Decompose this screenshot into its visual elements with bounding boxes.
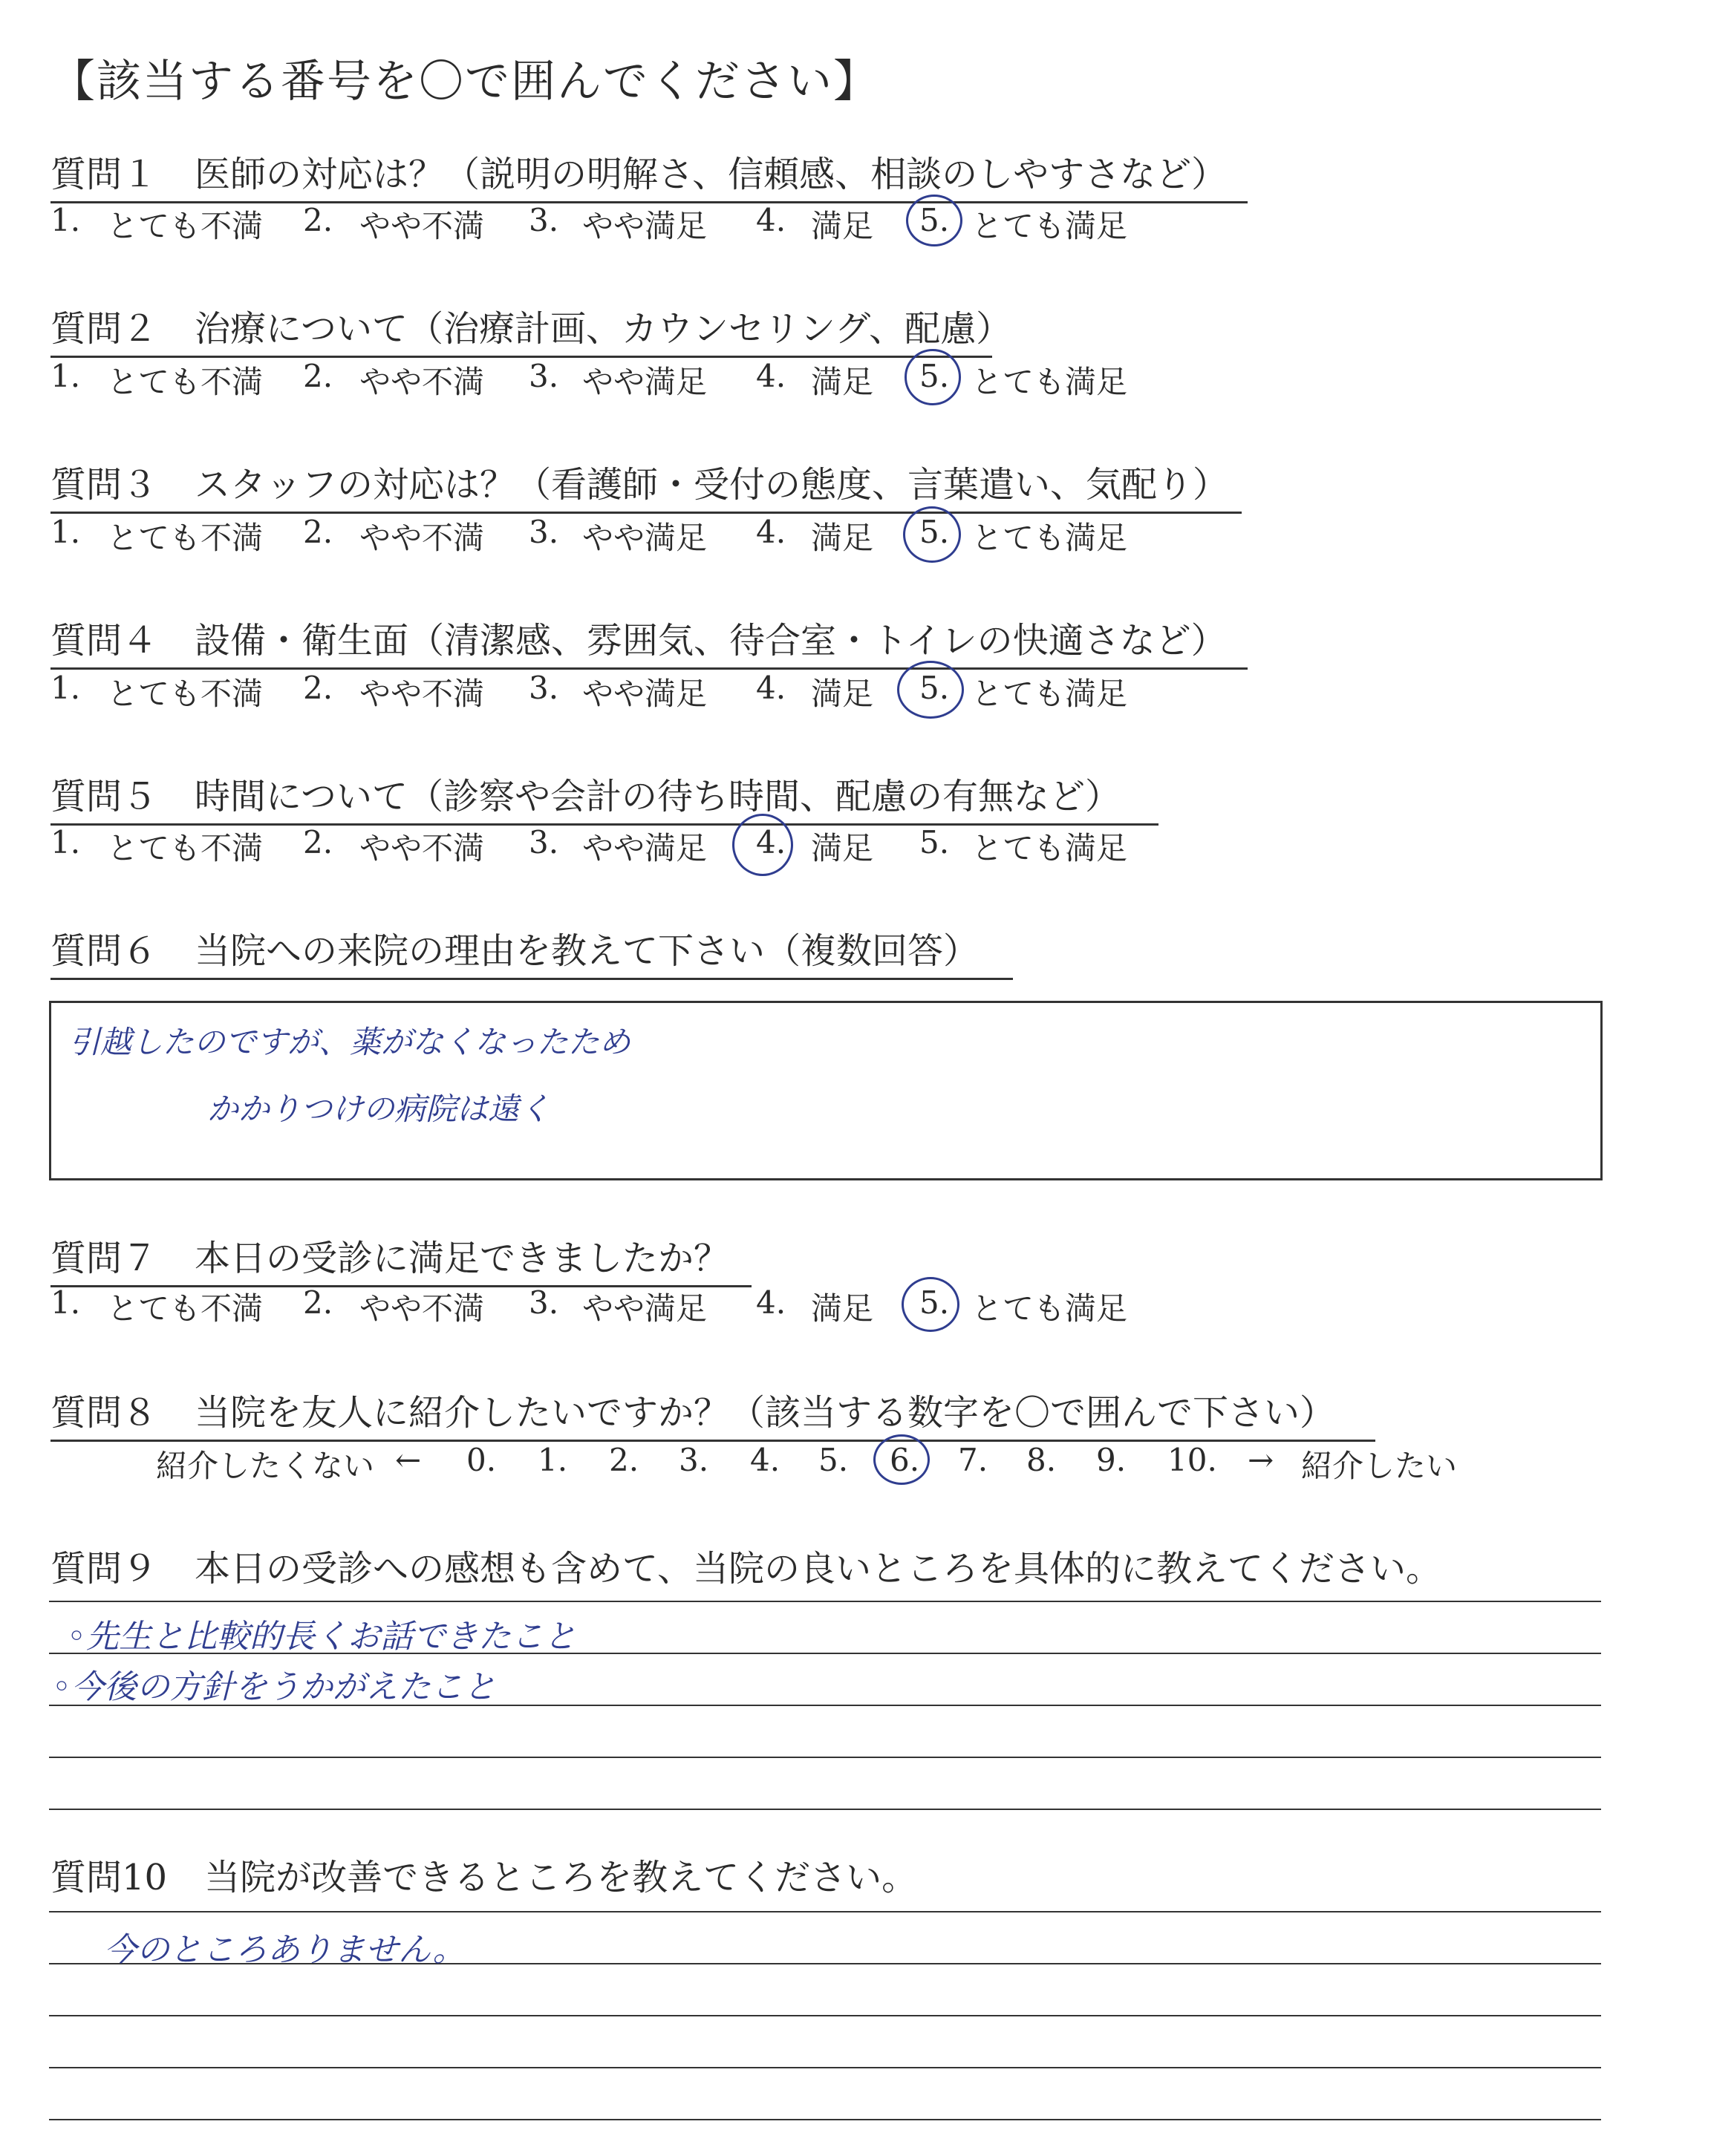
option-number: 2. [303, 514, 333, 550]
question-3-heading [50, 456, 1242, 514]
question-number: 質問３ [50, 464, 158, 506]
question-number: 質問１ [50, 154, 158, 195]
scale-value: 0. [466, 1442, 497, 1478]
scale-right-label: 紹介したい [1301, 1448, 1458, 1484]
selected-circle-mark [732, 814, 793, 876]
scale-value: 5. [818, 1442, 849, 1478]
question-number: 質問４ [50, 620, 158, 662]
option-number: 5. [919, 202, 950, 238]
question-number: 質問９ [50, 1548, 158, 1590]
option-number: 4. [756, 824, 786, 860]
question-5-heading [50, 768, 1158, 826]
handwritten-answer-line-1: 引越したのですが、薬がなくなったため [69, 1024, 631, 1060]
option-label: 満足 [811, 520, 874, 556]
option-label: とても不満 [107, 364, 264, 400]
option-label: とても不満 [107, 676, 264, 712]
option-label: とても満足 [971, 364, 1128, 400]
question-7-heading [50, 1229, 752, 1287]
page-title: 【該当する番号を〇で囲んでください】 [50, 56, 879, 108]
question-number: 質問２ [50, 308, 158, 350]
question-text: 当院への来院の理由を教えて下さい（複数回答） [195, 930, 980, 972]
option-label: 満足 [811, 208, 874, 244]
question-number: 質問６ [50, 930, 158, 972]
option-number: 2. [303, 824, 333, 860]
selected-circle-mark [903, 506, 961, 563]
question-5-options [50, 824, 1164, 869]
option-number: 4. [756, 358, 786, 394]
option-label: とても不満 [107, 1290, 264, 1327]
scale-value: 9. [1096, 1442, 1127, 1478]
question-4-options [50, 670, 1164, 714]
option-number: 3. [529, 514, 559, 550]
question-text: スタッフの対応は？（看護師・受付の態度、言葉遣い、気配り） [195, 464, 1229, 506]
option-label: やや満足 [582, 676, 708, 712]
option-number: 1. [50, 824, 81, 860]
option-number: 5. [919, 824, 950, 860]
option-label: 満足 [811, 676, 874, 712]
option-label: やや満足 [582, 830, 708, 866]
question-text: 本日の受診に満足できましたか？ [195, 1238, 730, 1279]
question-10-heading [50, 1849, 917, 1904]
option-number: 5. [919, 514, 950, 550]
option-label: やや不満 [359, 830, 485, 866]
option-label: とても満足 [971, 676, 1128, 712]
question-8-heading [50, 1384, 1375, 1442]
answer-line [49, 1809, 1601, 1810]
option-number: 4. [756, 670, 786, 706]
scale-right-arrow: → [1248, 1442, 1274, 1478]
option-number: 2. [303, 202, 333, 238]
question-number: 質問５ [50, 776, 158, 817]
question-6-heading [50, 922, 1013, 980]
option-label: やや不満 [359, 1290, 485, 1327]
option-label: とても満足 [971, 1290, 1128, 1327]
option-label: やや満足 [582, 208, 708, 244]
option-number: 1. [50, 358, 81, 394]
option-number: 1. [50, 670, 81, 706]
handwritten-answer: 今のところありません。 [104, 1931, 466, 1969]
question-1-options [50, 202, 1164, 246]
scale-left-arrow: ← [395, 1442, 422, 1478]
option-label: 満足 [811, 1290, 874, 1327]
option-number: 2. [303, 358, 333, 394]
answer-line [49, 2119, 1601, 2120]
selected-circle-mark [897, 661, 964, 719]
answer-line [49, 2015, 1601, 2016]
option-number: 4. [756, 1284, 786, 1321]
selected-circle-mark [902, 1277, 959, 1332]
answer-line [49, 1757, 1601, 1758]
scale-value: 10. [1167, 1442, 1217, 1478]
option-label: やや満足 [582, 520, 708, 556]
option-label: とても満足 [971, 520, 1128, 556]
question-text: 治療について（治療計画、カウンセリング、配慮） [195, 308, 1012, 350]
option-number: 1. [50, 202, 81, 238]
option-label: やや不満 [359, 676, 485, 712]
question-7-options [50, 1284, 1164, 1329]
option-label: とても満足 [971, 830, 1128, 866]
question-text: 本日の受診への感想も含めて、当院の良いところを具体的に教えてください。 [195, 1548, 1442, 1590]
option-number: 3. [529, 358, 559, 394]
option-number: 5. [919, 1284, 950, 1321]
question-number: 質問８ [50, 1392, 158, 1434]
question-4-heading [50, 612, 1248, 670]
handwritten-answer: ◦今後の方針をうかがえたこと [52, 1668, 496, 1706]
scale-value: 4. [750, 1442, 780, 1478]
scale-value: 2. [609, 1442, 639, 1478]
answer-line [49, 2067, 1601, 2068]
question-number: 質問７ [50, 1238, 158, 1279]
option-label: やや不満 [359, 208, 485, 244]
handwritten-answer-line-2: かかりつけの病院は遠く [207, 1091, 551, 1127]
answer-line [49, 1601, 1601, 1602]
scale-left-label: 紹介したくない [156, 1448, 375, 1484]
option-number: 3. [529, 670, 559, 706]
option-label: とても不満 [107, 830, 264, 866]
option-label: とても満足 [971, 208, 1128, 244]
scale-value: 8. [1026, 1442, 1057, 1478]
handwritten-answer: ◦先生と比較的長くお話できたこと [67, 1618, 576, 1656]
option-number: 3. [529, 824, 559, 860]
question-8-scale [156, 1442, 1493, 1486]
option-label: やや満足 [582, 364, 708, 400]
option-number: 5. [919, 358, 950, 394]
option-number: 1. [50, 1284, 81, 1321]
option-label: とても不満 [107, 208, 264, 244]
answer-line [49, 1911, 1601, 1912]
question-2-options [50, 358, 1164, 402]
scale-value: 1. [538, 1442, 568, 1478]
question-2-heading [50, 300, 1012, 358]
question-1-heading [50, 146, 1248, 203]
selected-circle-mark [873, 1434, 930, 1485]
option-number: 3. [529, 202, 559, 238]
scale-value: 7. [958, 1442, 988, 1478]
free-answer-box [49, 1001, 1603, 1180]
option-number: 4. [756, 202, 786, 238]
question-9-heading [50, 1540, 1441, 1595]
option-number: 1. [50, 514, 81, 550]
question-text: 当院が改善できるところを教えてください。 [204, 1857, 918, 1898]
option-number: 5. [919, 670, 950, 706]
question-text: 時間について（診察や会計の待ち時間、配慮の有無など） [195, 776, 1121, 817]
question-text: 設備・衛生面（清潔感、雰囲気、待合室・トイレの快適さなど） [195, 620, 1227, 662]
question-3-options [50, 514, 1164, 558]
question-text: 医師の対応は？（説明の明解さ、信頼感、相談のしやすさなど） [195, 154, 1228, 195]
option-number: 3. [529, 1284, 559, 1321]
scale-value: 6. [890, 1442, 920, 1478]
option-number: 2. [303, 670, 333, 706]
option-label: やや不満 [359, 364, 485, 400]
option-label: 満足 [811, 364, 874, 400]
option-number: 4. [756, 514, 786, 550]
option-label: やや不満 [359, 520, 485, 556]
question-text: 当院を友人に紹介したいですか？（該当する数字を〇で囲んで下さい） [195, 1392, 1336, 1434]
scale-value: 3. [679, 1442, 709, 1478]
option-label: やや満足 [582, 1290, 708, 1327]
option-label: 満足 [811, 830, 874, 866]
selected-circle-mark [906, 195, 962, 246]
question-number: 質問10 [50, 1857, 168, 1898]
option-label: とても不満 [107, 520, 264, 556]
option-number: 2. [303, 1284, 333, 1321]
selected-circle-mark [905, 349, 961, 405]
